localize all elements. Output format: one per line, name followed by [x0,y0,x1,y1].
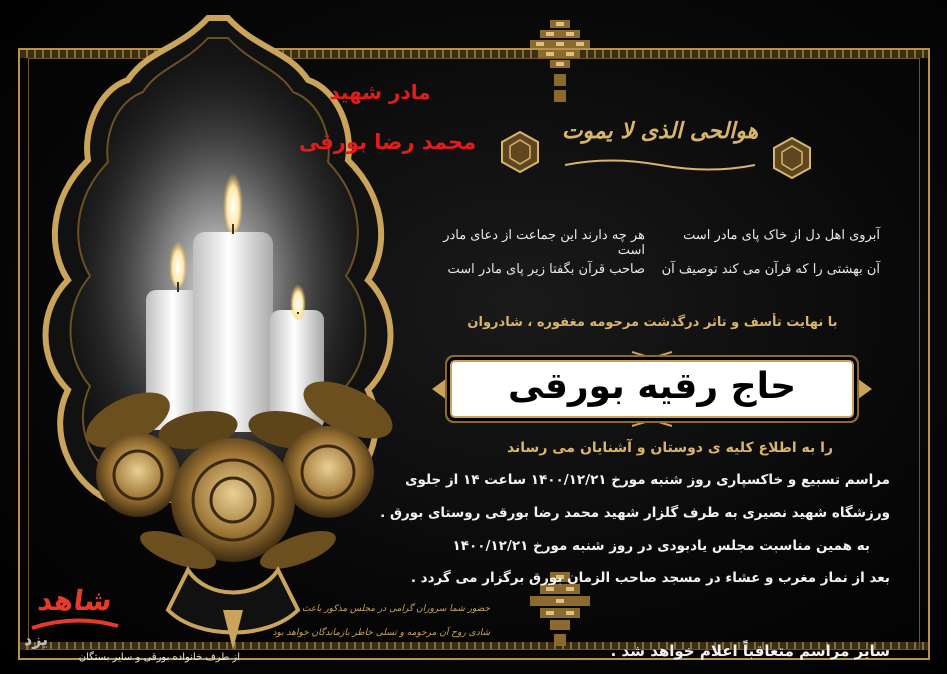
poem-right-2: آن بهشتی را که قرآن می کند توصیف آن [661,262,880,277]
header-calligraphy: هوالحی الذی لا یموت [561,118,759,144]
watermark-logo-text: شاهد [35,584,115,617]
footer-family: از طرف خانواده بورقی و سایر بستگان [78,652,240,663]
body-line-3: به همین مناسبت مجلس یادبودی در روز شنبه مورخ ۱۴۰۰/۱۲/۲۱ [452,538,870,554]
body-line-2: ورزشگاه شهید نصیری به طرف گلزار شهید محمد رضا بورقی روستای بورق . [380,505,890,521]
candle-frame [28,10,448,660]
poem-left-2: صاحب قرآن بگفتا زیر پای مادر است [447,262,645,277]
deceased-name: حاج رقیه بورقی [507,366,797,407]
announcement-notice: را به اطلاع کلیه ی دوستان و آشنایان می رساند [506,440,834,456]
martyr-name: محمد رضا بورقی [298,130,477,154]
footer-small-1: حضور شما سروران گرامی در مجلس مذکور باعث [302,604,490,614]
body-line-1: مراسم تسبیع و خاکسپاری روز شنبه مورخ ۱۴۰۰/۱۲/۲۱ ساعت ۱۴ از جلوی [405,472,890,488]
watermark-logo [24,584,124,656]
plaque-panel [452,362,852,416]
closing-line: سایر مراسم متعاقباً اعلام خواهد شد . [610,642,890,660]
body-line-4: بعد از نماز مغرب و عشاء در مسجد صاحب الزمان بورق برگزار می گردد . [410,570,890,586]
calligraphy-flourish [560,158,760,172]
poem-left-1: هر چه دارند این جماعت از دعای مادر است [443,228,645,258]
poem-right-1: آبروی اهل دل از خاک پای مادر است [683,228,880,243]
name-plaque [430,350,874,428]
footer-small-2: شادی روح آن مرحومه و تسلی خاطر بازماندگان خواهد بود [272,628,490,638]
hexagon-ornament-right [772,136,812,180]
martyr-mother-label: مادر شهید [329,80,431,104]
hexagon-ornament-left [500,130,540,174]
watermark-region: یزد [24,630,49,649]
announcement-intro: با نهایت تأسف و تاثر درگذشت مرحومه مغفوره ، شادروان [467,315,838,330]
